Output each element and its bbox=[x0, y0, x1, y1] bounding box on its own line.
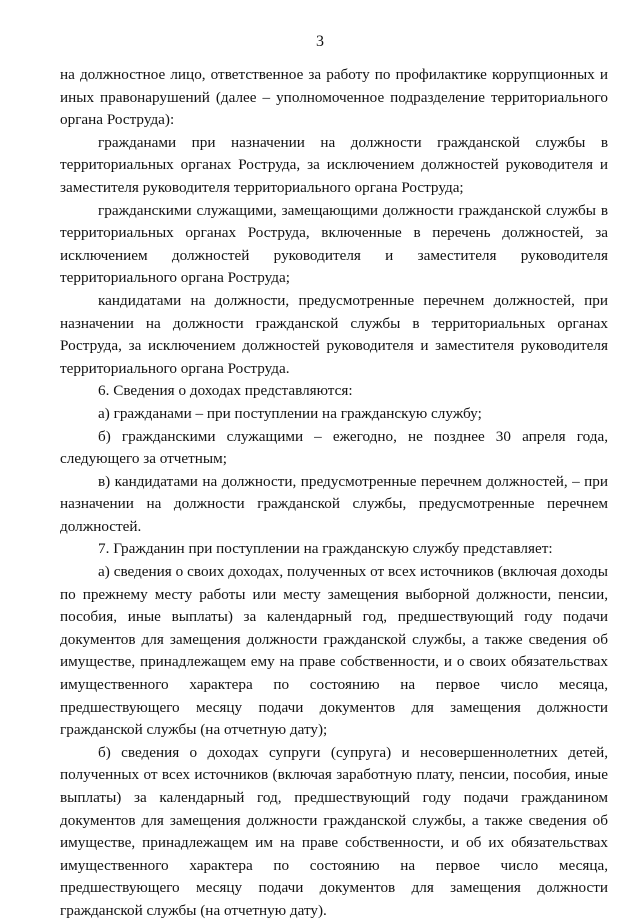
paragraph: а) сведения о своих доходах, полученных от всех источников (включая доходы по прежнему месту работы или месту замещения выборной должности, пенсии, пособия, иные выплаты) за календарный год, предшествующий году подачи документов для замещения должности гражданской службы, а также сведения об имуществе, принадлежащем ему на праве собственности, и о своих обязательствах имущественного характера по состоянию на первое число месяца, предшествующего месяцу подачи документов для замещения должности гражданской службы (на отчетную дату); bbox=[60, 563, 608, 739]
paragraph: 7. Гражданин при поступлении на гражданскую службу представляет: bbox=[98, 540, 553, 558]
paragraph: б) сведения о доходах супруги (супруга) и несовершеннолетних детей, полученных от всех источников (включая заработную плату, пенсии, пособия, иные выплаты) за календарный год, предшествующий году подачи гражданином документов для замещения должности гражданской службы, а также сведения об имуществе, принадлежащем им на праве собственности, и об их обязательствах имущественного характера по состоянию на первое число месяца, предшествующего месяцу подачи документов для замещения должности гражданской службы (на отчетную дату). bbox=[60, 743, 608, 919]
paragraph: а) гражданами – при поступлении на гражданскую службу; bbox=[98, 404, 482, 422]
paragraph: гражданами при назначении на должности гражданской службы в территориальных органах Роструда, за исключением должностей руководителя и заместителя руководителя территориального органа Роструда; bbox=[60, 133, 608, 196]
paragraph: кандидатами на должности, предусмотренные перечнем должностей, при назначении на должности гражданской службы в территориальных органах Роструда, за исключением должностей руководителя и заместителя руководителя территориального органа Роструда. bbox=[60, 291, 608, 377]
paragraph: гражданскими служащими, замещающими должности гражданской службы в территориальных органах Роструда, включенные в перечень должностей, за исключением должностей руководителя и заместителя руководителя территориального органа Роструда; bbox=[60, 201, 608, 287]
paragraph: б) гражданскими служащими – ежегодно, не позднее 30 апреля года, следующего за отчетным; bbox=[60, 427, 608, 468]
paragraph: 6. Сведения о доходах представляются: bbox=[98, 382, 353, 400]
page-number: 3 bbox=[316, 33, 324, 50]
document-body bbox=[60, 64, 608, 923]
paragraph: на должностное лицо, ответственное за работу по профилактике коррупционных и иных правонарушений (далее – уполномоченное подразделение территориального органа Роструда): bbox=[60, 66, 608, 129]
paragraph: в) кандидатами на должности, предусмотренные перечнем должностей, – при назначении на должности гражданской службы, предусмотренные перечнем должностей. bbox=[60, 472, 608, 535]
